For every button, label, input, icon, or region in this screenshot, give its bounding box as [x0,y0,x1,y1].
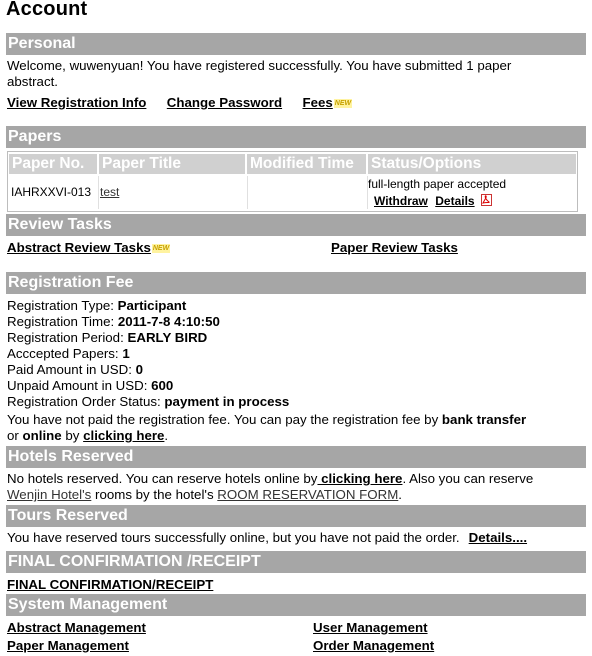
column-header-modified-time: Modified Time [247,154,366,174]
pay-online-link[interactable]: clicking here [83,428,165,443]
withdraw-link[interactable]: Withdraw [374,194,428,208]
papers-table [7,151,578,212]
page-title: Account [6,0,88,20]
details-link[interactable]: Details [435,194,475,208]
fees-link[interactable]: Fees [302,95,333,110]
hotels-section-header: Hotels Reserved [6,446,586,468]
system-links-row1-left [7,620,146,636]
final-confirmation-receipt-link[interactable]: FINAL CONFIRMATION/RECEIPT [7,577,214,592]
wenjin-hotel-link[interactable]: Wenjin Hotel's [7,487,92,502]
final-confirmation-section-header: FINAL CONFIRMATION /RECEIPT [6,551,586,573]
registration-fee-section-header: Registration Fee [6,272,586,294]
cell-divider [247,176,248,209]
review-links-right [331,240,458,256]
status-text: full-length paper accepted [368,177,507,191]
registration-period: Registration Period: EARLY BIRD [7,330,208,345]
column-header-status-options: Status/Options [368,154,576,174]
paper-review-tasks-link[interactable]: Paper Review Tasks [331,240,458,255]
registration-time: Registration Time: 2011-7-8 4:10:50 [7,314,220,329]
personal-section-header: Personal [6,33,586,55]
payment-note-line2: or online by clicking here. [7,428,169,443]
user-management-link[interactable]: User Management [313,620,428,635]
personal-links [7,95,352,111]
final-confirmation-links [7,577,213,593]
system-links-row1-right [313,620,428,636]
system-links-row2-left [7,638,129,654]
review-section-header: Review Tasks [6,214,586,236]
paper-no-cell: IAHRXXVI-013 [11,185,92,199]
tours-text: You have reserved tours successfully online, but you have not paid the order. Details.... [7,530,528,545]
view-registration-link[interactable]: View Registration Info [7,95,147,110]
status-options [374,194,492,208]
room-reservation-form-link[interactable]: ROOM RESERVATION FORM [217,487,399,502]
order-management-link[interactable]: Order Management [313,638,435,653]
column-header-paper-no: Paper No. [9,154,97,174]
review-links-left [7,240,170,256]
paper-management-link[interactable]: Paper Management [7,638,129,653]
tours-details-link[interactable]: Details.... [468,530,528,545]
paper-title-link[interactable]: test [100,185,120,199]
abstract-management-link[interactable]: Abstract Management [7,620,146,635]
hotels-text-line1: No hotels reserved. You can reserve hotels online by clicking here. Also you can reserve [7,471,534,486]
registration-type: Registration Type: Participant [7,298,187,313]
unpaid-amount: Unpaid Amount in USD: 600 [7,378,174,393]
paid-amount: Paid Amount in USD: 0 [7,362,144,377]
tours-section-header: Tours Reserved [6,505,586,527]
accepted-papers: Acccepted Papers: 1 [7,346,130,361]
reserve-hotel-link[interactable]: clicking here [317,471,403,486]
system-links-row2-right [313,638,434,654]
payment-note-line1: You have not paid the registration fee. You can pay the registration fee by bank transfer [7,412,527,427]
pdf-icon[interactable] [481,194,492,206]
welcome-text-line1: Welcome, wuwenyuan! You have registered successfully. You have submitted 1 paper [7,58,512,73]
new-badge-icon: NEW [334,99,352,107]
column-header-paper-title: Paper Title [99,154,245,174]
cell-divider [98,176,99,209]
registration-order-status: Registration Order Status: payment in process [7,394,290,409]
change-password-link[interactable]: Change Password [166,95,283,110]
system-management-section-header: System Management [6,594,586,616]
welcome-text-line2: abstract. [7,74,58,89]
new-badge-icon: NEW [152,244,170,252]
abstract-review-tasks-link[interactable]: Abstract Review Tasks [7,240,151,255]
table-row [8,176,577,209]
hotels-text-line2: Wenjin Hotel's rooms by the hotel's ROOM RESERVATION FORM. [7,487,402,502]
papers-section-header: Papers [6,126,586,148]
